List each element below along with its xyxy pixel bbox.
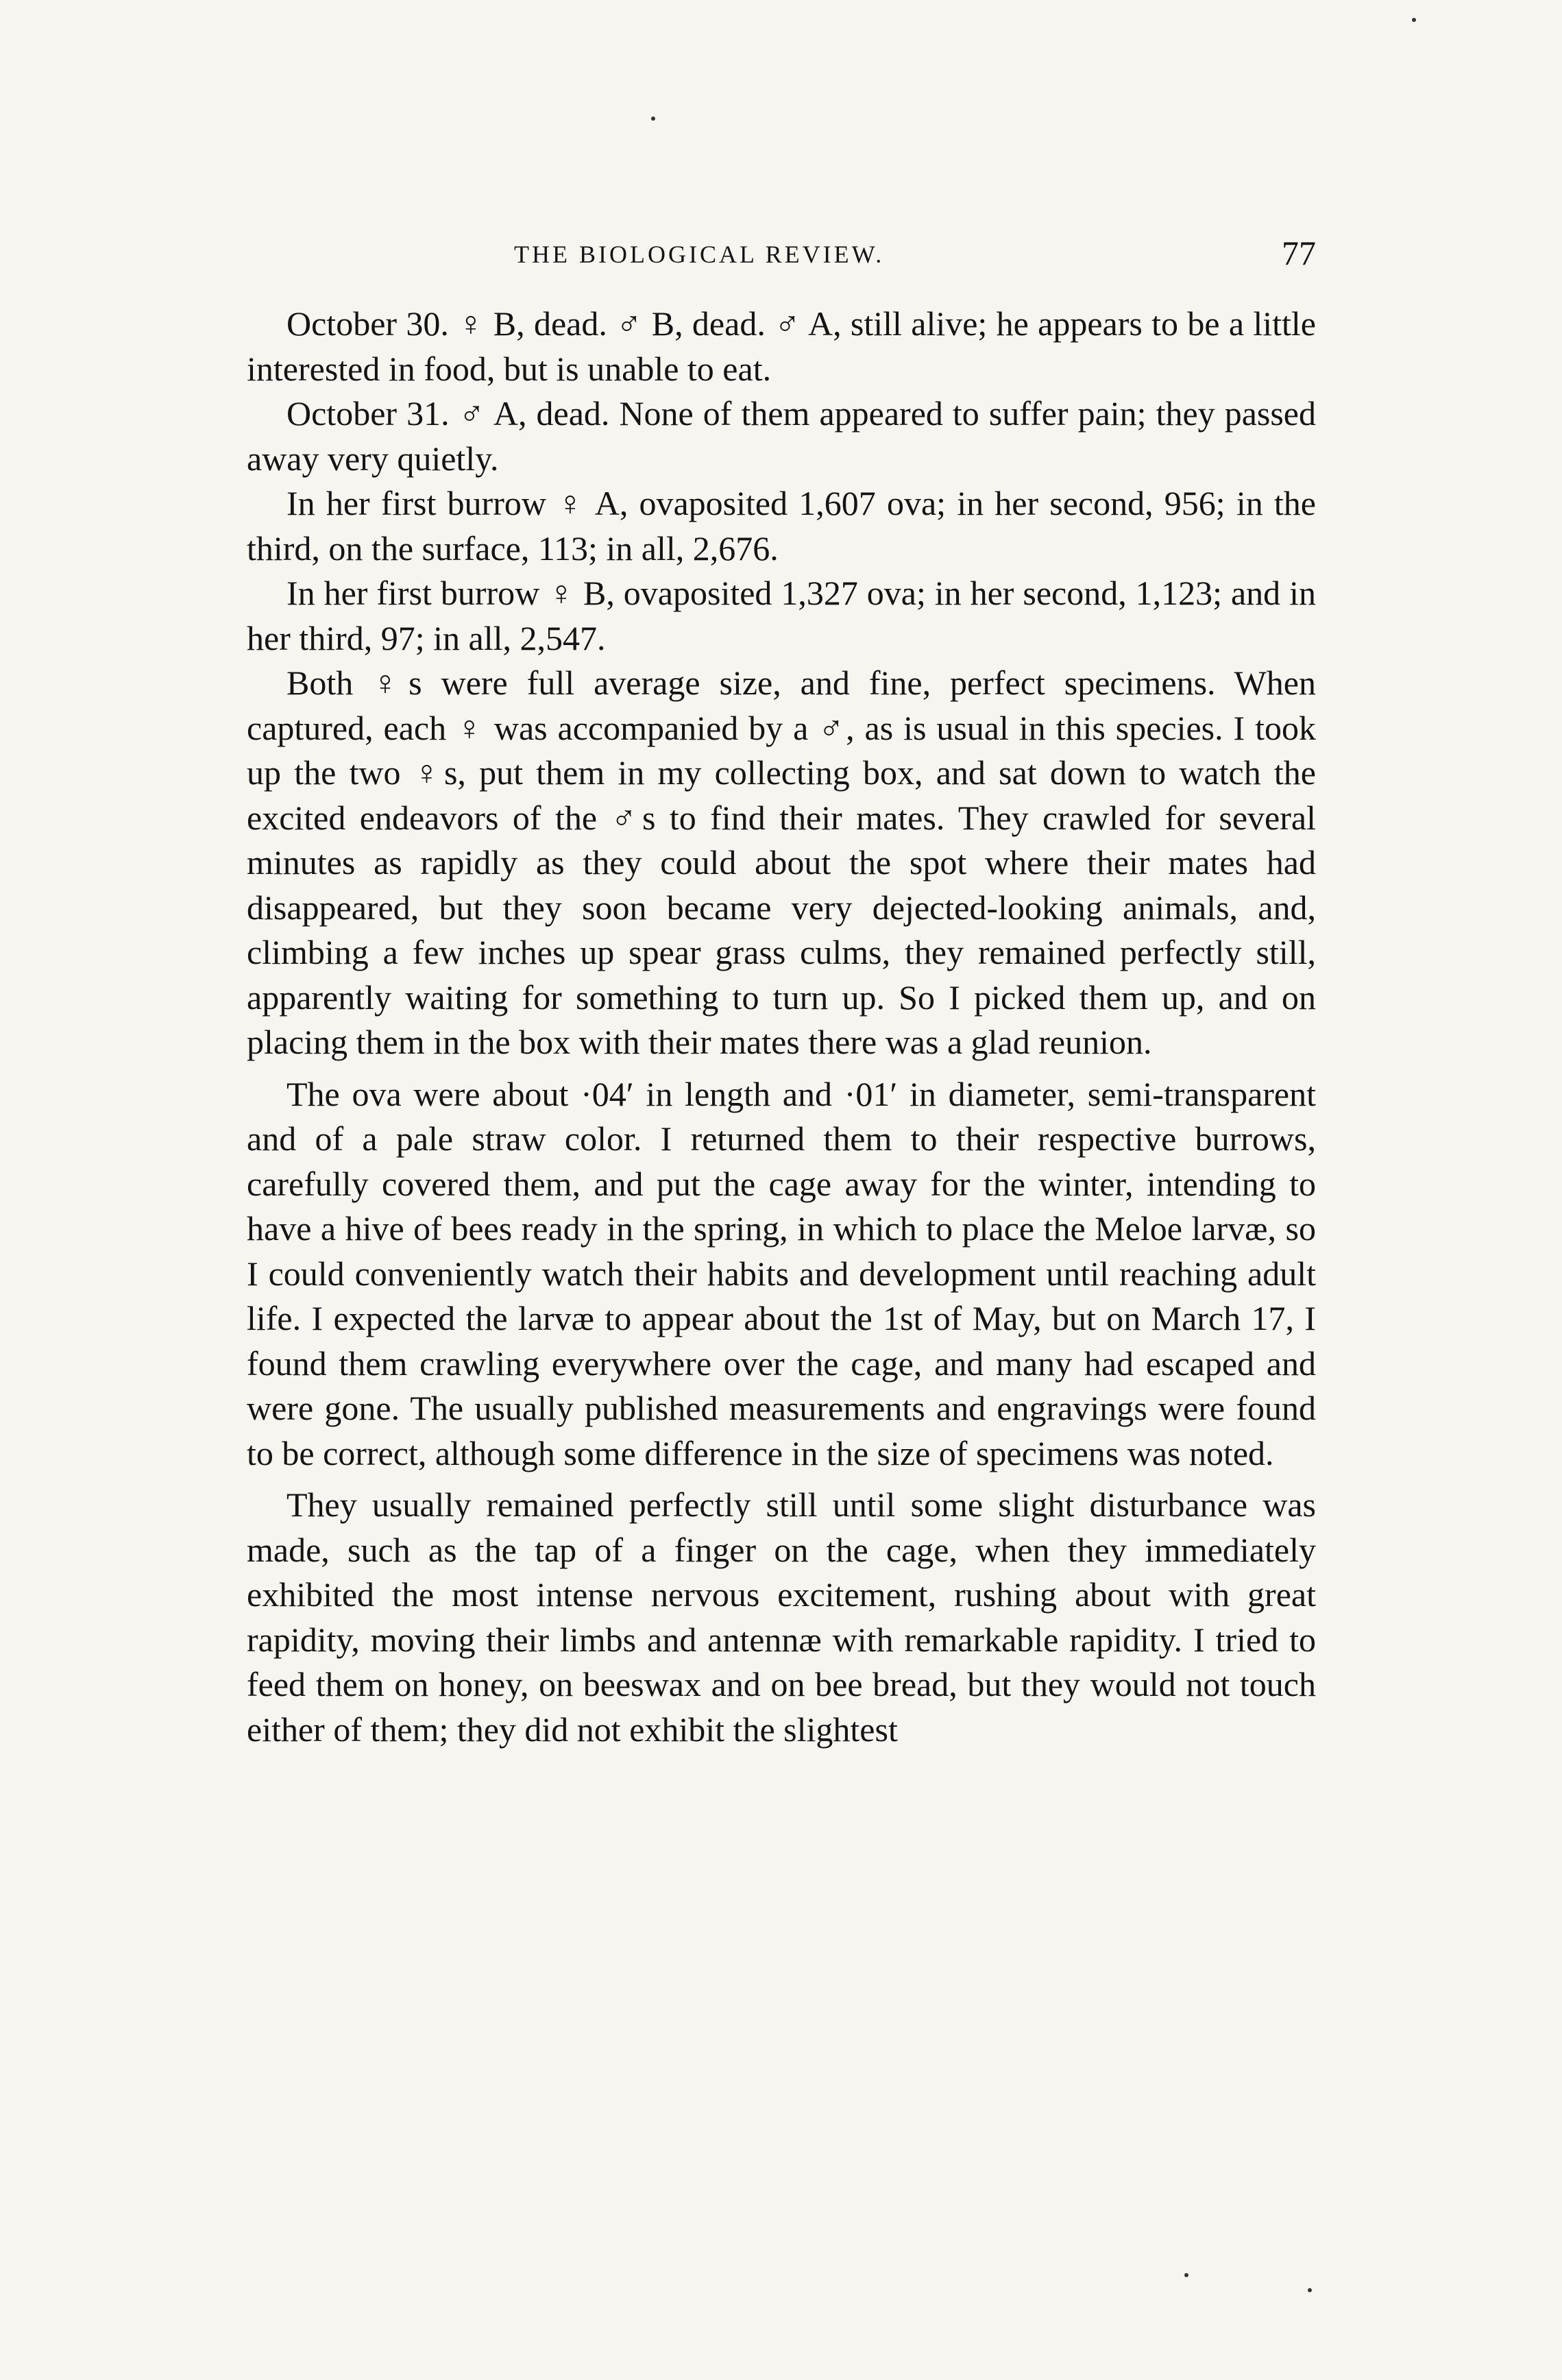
running-head: THE BIOLOGICAL REVIEW. xyxy=(514,241,885,268)
page-number: 77 xyxy=(1282,234,1316,272)
paragraph-october-31: October 31. ♂ A, dead. None of them appeared to suffer pain; they passed away very quietly. xyxy=(247,394,1316,478)
page-header xyxy=(247,226,1316,288)
paragraph-october-30: October 30. ♀ B, dead. ♂ B, dead. ♂ A, still alive; he appears to be a little interested in food, but is unable to eat. xyxy=(247,304,1316,388)
scan-speck xyxy=(651,117,655,121)
paragraph-larvae-behavior: They usually remained perfectly still until some slight disturbance was made, such as the tap of a finger on the cage, when they immediately exhibited the most intense nervous excitement, rushing about with great rapidity, moving their limbs and antennæ with remarkable rapidity. I tried to feed them on honey, on beeswax and on bee bread, but they would not touch either of them; they did not exhibit the slightest xyxy=(247,1485,1316,1749)
scan-speck xyxy=(1412,18,1416,22)
paragraph-burrow-a: In her first burrow ♀ A, ovaposited 1,607 ova; in her second, 956; in the third, on the surface, 113; in all, 2,676. xyxy=(247,484,1316,568)
scan-speck xyxy=(1308,2288,1312,2292)
paragraph-specimens: Both ♀s were full average size, and fine, perfect specimens. When captured, each ♀ was accompanied by a ♂, as is usual in this species. I took up the two ♀s, put them in my collecting box, and sat down to watch the excited endeavors of the ♂s to find their mates. They crawled for several minutes as rapidly as they could about the spot where their mates had disappeared, but they soon became very dejected-looking animals, and, climbing a few inches up spear grass culms, they remained perfectly still, apparently waiting for something to turn up. So I picked them up, and on placing them in the box with their mates there was a glad reunion. xyxy=(247,664,1316,1061)
paragraph-burrow-b: In her first burrow ♀ B, ovaposited 1,327 ova; in her second, 1,123; and in her third, 97; in all, 2,547. xyxy=(247,574,1316,657)
body-text xyxy=(247,302,1316,1752)
paragraph-ova: The ova were about ·04′ in length and ·01′ in diameter, semi-transparent and of a pale straw color. I returned them to their respective burrows, carefully covered them, and put the cage away for the winter, intending to have a hive of bees ready in the spring, in which to place the Meloe larvæ, so I could conveniently watch their habits and development until reaching adult life. I expected the larvæ to appear about the 1st of May, but on March 17, I found them crawling everywhere over the cage, and many had escaped and were gone. The usually published measurements and engravings were found to be correct, although some difference in the size of specimens was noted. xyxy=(247,1074,1316,1472)
scan-speck xyxy=(1184,2273,1188,2277)
